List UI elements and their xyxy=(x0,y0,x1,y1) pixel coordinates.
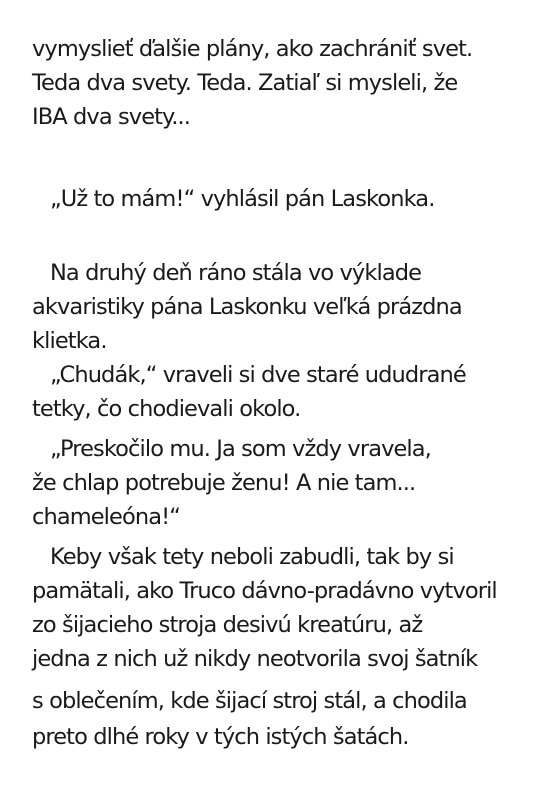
text-line: akvaristiky pána Laskonku veľká prázdna xyxy=(32,294,462,320)
text-line: pamätali, ako Truco dávno-pradávno vytvoril xyxy=(32,578,497,604)
text-line: jedna z nich už nikdy neotvorila svoj šatník xyxy=(32,646,478,672)
text-line: vymyslieť ďalšie plány, ako zachrániť svet. xyxy=(32,36,473,62)
text-line: že chlap potrebuje ženu! A nie tam... xyxy=(32,470,416,496)
text-line: klietka. xyxy=(32,328,107,354)
text-line: preto dlhé roky v tých istých šatách. xyxy=(32,724,409,750)
text-line: Keby však tety neboli zabudli, tak by si xyxy=(50,544,454,570)
text-line: IBA dva svety... xyxy=(32,104,191,130)
text-line: „Preskočilo mu. Ja som vždy vravela, xyxy=(50,436,431,462)
text-line: Teda dva svety. Teda. Zatiaľ si mysleli, že xyxy=(32,70,458,96)
text-line: tetky, čo chodievali okolo. xyxy=(32,396,301,422)
text-line: s oblečením, kde šijací stroj stál, a chodila xyxy=(32,688,467,714)
text-line: „Chudák,“ vraveli si dve staré ududrané xyxy=(50,362,466,388)
text-line: chameleóna!“ xyxy=(32,504,180,530)
text-line: Na druhý deň ráno stála vo výklade xyxy=(50,260,422,286)
text-line: „Už to mám!“ vyhlásil pán Laskonka. xyxy=(50,186,435,212)
text-line: zo šijacieho stroja desivú kreatúru, až xyxy=(32,612,423,638)
